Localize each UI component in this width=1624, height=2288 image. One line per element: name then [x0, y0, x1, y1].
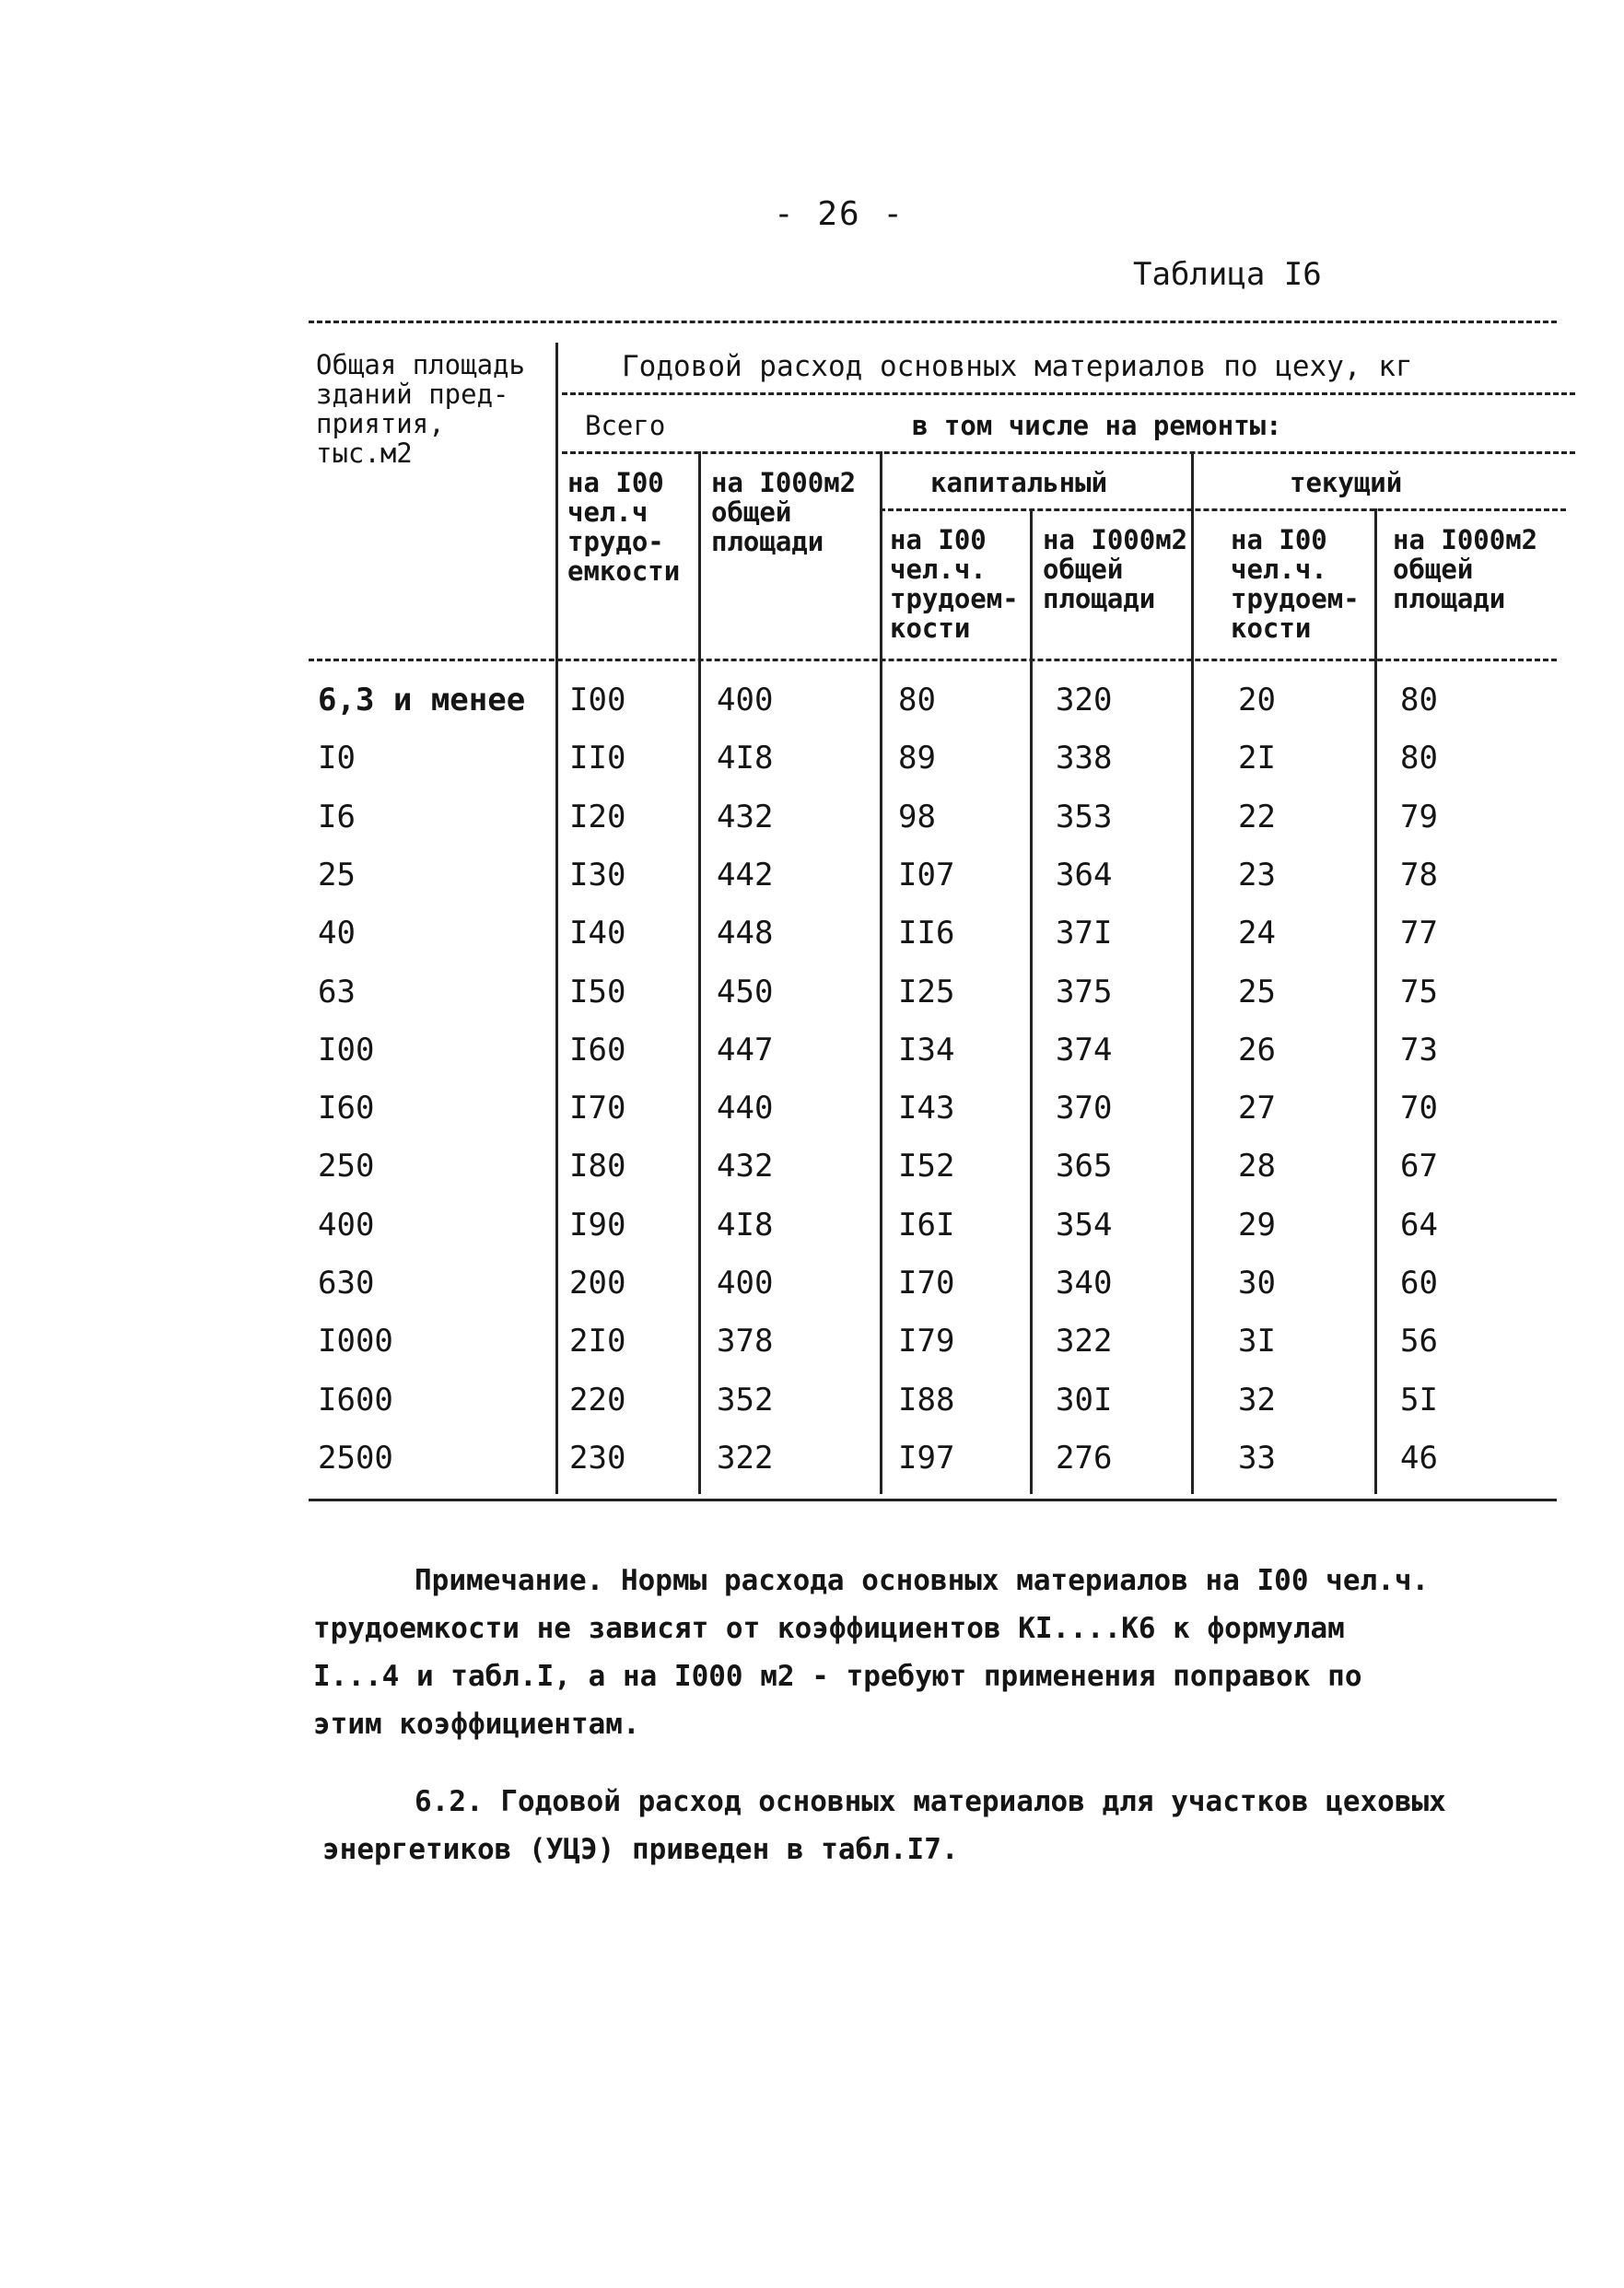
table-cell: 440	[717, 1090, 774, 1126]
table-cell: 79	[1400, 799, 1438, 835]
table-cell: I40	[569, 915, 626, 951]
table-cell: 78	[1400, 857, 1438, 893]
vline-cap-cur	[1191, 451, 1194, 1494]
table-cell: 370	[1056, 1090, 1113, 1126]
header-cur-per100: на I00 чел.ч. трудоем- кости	[1231, 524, 1360, 644]
table-cell: 24	[1238, 915, 1276, 951]
table-cell: 33	[1238, 1440, 1276, 1477]
table-cell: 75	[1400, 974, 1438, 1010]
table-cell: 80	[1400, 740, 1438, 776]
table-cell: I6I	[898, 1207, 955, 1243]
table-cell: I97	[898, 1440, 955, 1477]
table-cell: I60	[569, 1032, 626, 1068]
table-cell: I30	[569, 857, 626, 893]
header-rule-2	[562, 451, 1575, 454]
table-top-rule	[309, 321, 1557, 323]
table-cell-area: 63	[318, 974, 356, 1010]
table-cell: 67	[1400, 1148, 1438, 1185]
table-cell: I88	[898, 1382, 955, 1418]
table-cell: 98	[898, 799, 936, 835]
table-cell: 442	[717, 857, 774, 893]
header-rule-1	[562, 392, 1575, 395]
table-cell: 447	[717, 1032, 774, 1068]
table-cell: 353	[1056, 799, 1113, 835]
table-cell: 448	[717, 915, 774, 951]
table-cell: I90	[569, 1207, 626, 1243]
header-area: Общая площадь зданий пред- приятия, тыс.м2	[316, 349, 525, 469]
table-cell: 354	[1056, 1207, 1113, 1243]
table-cell: I43	[898, 1090, 955, 1126]
table-cell: 37I	[1056, 915, 1113, 951]
table-cell: I79	[898, 1323, 955, 1360]
table-cell: 73	[1400, 1032, 1438, 1068]
table-cell: 26	[1238, 1032, 1276, 1068]
table-cell: 27	[1238, 1090, 1276, 1126]
table-cell: 364	[1056, 857, 1113, 893]
header-rule-3	[880, 508, 1566, 511]
vline-area	[555, 343, 558, 1494]
header-cap-per100: на I00 чел.ч. трудоем- кости	[890, 524, 1019, 644]
table-cell: 340	[1056, 1265, 1113, 1302]
table-cell: 322	[717, 1440, 774, 1477]
header-current: текущий	[1290, 467, 1403, 498]
table-cell: 276	[1056, 1440, 1113, 1477]
table-cell: 450	[717, 974, 774, 1010]
table-title: Таблица I6	[1133, 256, 1322, 293]
header-total: Всего	[585, 410, 666, 441]
header-per100: на I00 чел.ч трудо- емкости	[567, 467, 681, 587]
table-cell: 30	[1238, 1265, 1276, 1302]
table-cell-area: 630	[318, 1265, 375, 1302]
table-cell: 2I	[1238, 740, 1276, 776]
table-cell: 32	[1238, 1382, 1276, 1418]
table-cell: 432	[717, 1148, 774, 1185]
table-cell: 2I0	[569, 1323, 626, 1360]
table-cell: II0	[569, 740, 626, 776]
table-cell: 220	[569, 1382, 626, 1418]
table-cell-area: I60	[318, 1090, 375, 1126]
table-cell-area: I600	[318, 1382, 393, 1418]
table-cell: 80	[898, 682, 936, 718]
vline-per100	[698, 451, 701, 1494]
table-cell: 375	[1056, 974, 1113, 1010]
header-cap-per1000: на I000м2 общей площади	[1043, 524, 1188, 614]
table-cell: 28	[1238, 1148, 1276, 1185]
vline-cur	[1374, 508, 1377, 1494]
table-cell: 30I	[1056, 1382, 1113, 1418]
table-cell: 432	[717, 799, 774, 835]
table-cell: 80	[1400, 682, 1438, 718]
table-cell: I52	[898, 1148, 955, 1185]
header-capital: капитальный	[930, 467, 1108, 498]
table-cell: 230	[569, 1440, 626, 1477]
header-cur-per1000: на I000м2 общей площади	[1393, 524, 1538, 614]
table-cell: I07	[898, 857, 955, 893]
table-cell-area: 2500	[318, 1440, 393, 1477]
table-cell-area: 25	[318, 857, 356, 893]
table-cell-area: 400	[318, 1207, 375, 1243]
table-cell: 56	[1400, 1323, 1438, 1360]
header-incl-repairs: в том числе на ремонты:	[912, 410, 1282, 441]
table-cell: I50	[569, 974, 626, 1010]
table-cell: II6	[898, 915, 955, 951]
table-cell-area: 40	[318, 915, 356, 951]
table-cell: I25	[898, 974, 955, 1010]
table-cell: I70	[569, 1090, 626, 1126]
table-cell-area: I6	[318, 799, 356, 835]
table-cell: 77	[1400, 915, 1438, 951]
table-cell: 64	[1400, 1207, 1438, 1243]
table-cell: 322	[1056, 1323, 1113, 1360]
table-cell: 200	[569, 1265, 626, 1302]
table-cell: 5I	[1400, 1382, 1438, 1418]
table-cell: 3I	[1238, 1323, 1276, 1360]
table-cell: 365	[1056, 1148, 1113, 1185]
table-cell-area: I00	[318, 1032, 375, 1068]
table-bottom-rule	[309, 1499, 1557, 1501]
table-cell: 352	[717, 1382, 774, 1418]
table-cell: 60	[1400, 1265, 1438, 1302]
table-cell: 338	[1056, 740, 1113, 776]
table-cell: 46	[1400, 1440, 1438, 1477]
table-cell-area: I0	[318, 740, 356, 776]
table-cell: I00	[569, 682, 626, 718]
table-cell: 400	[717, 682, 774, 718]
table-cell: 23	[1238, 857, 1276, 893]
header-per1000: на I000м2 общей площади	[711, 467, 857, 557]
table-cell: 20	[1238, 682, 1276, 718]
table-cell: I20	[569, 799, 626, 835]
table-note: Примечание. Нормы расхода основных материалов на I00 чел.ч. трудоемкости не зависят от коэффициентов KI....K6 к формулам I...4 и табл.I, а на I000 м2 - требуют применения поправок по этим коэффициентам.	[313, 1564, 1430, 1741]
vline-cap	[1030, 508, 1033, 1494]
table-cell: 22	[1238, 799, 1276, 835]
table-cell-area: I000	[318, 1323, 393, 1360]
table-cell: 400	[717, 1265, 774, 1302]
table-cell: 378	[717, 1323, 774, 1360]
table-cell: 29	[1238, 1207, 1276, 1243]
table-cell: I34	[898, 1032, 955, 1068]
page-number: - 26 -	[774, 195, 905, 233]
vline-total	[880, 451, 882, 1494]
table-cell-area: 6,3 и менее	[318, 682, 526, 718]
table-cell: 70	[1400, 1090, 1438, 1126]
header-bottom-rule	[309, 659, 1557, 661]
table-cell: 4I8	[717, 1207, 774, 1243]
header-annual: Годовой расход основных материалов по цеху, кг	[622, 350, 1413, 383]
table-cell-area: 250	[318, 1148, 375, 1185]
table-cell: 4I8	[717, 740, 774, 776]
table-cell: 320	[1056, 682, 1113, 718]
table-cell: I80	[569, 1148, 626, 1185]
paragraph-6-2: 6.2. Годовой расход основных материалов для участков цеховых энергетиков (УЦЭ) приведен в табл.I7.	[322, 1785, 1446, 1866]
table-cell: 374	[1056, 1032, 1113, 1068]
table-cell: I70	[898, 1265, 955, 1302]
table-cell: 25	[1238, 974, 1276, 1010]
table-cell: 89	[898, 740, 936, 776]
